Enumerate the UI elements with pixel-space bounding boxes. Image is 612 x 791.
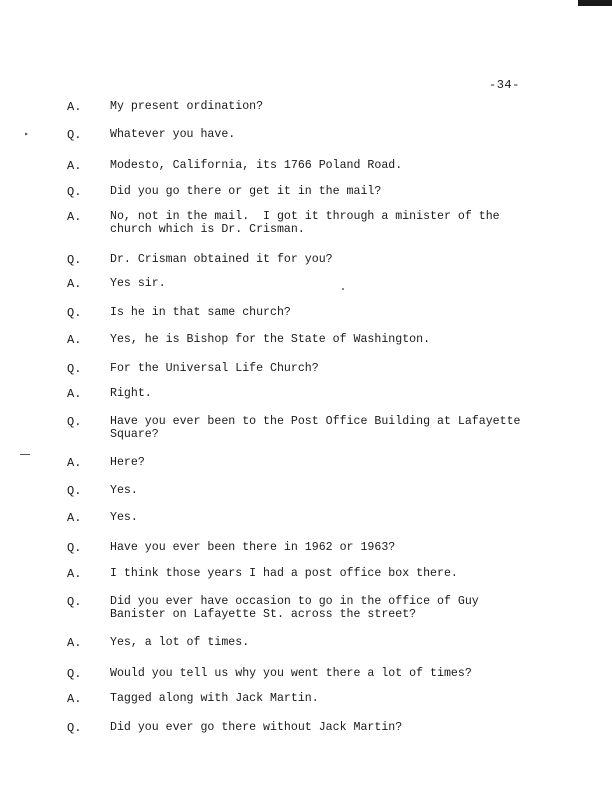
qa-speaker: A.: [67, 511, 82, 525]
qa-text: My present ordination?: [110, 100, 264, 113]
qa-speaker: Q.: [67, 253, 82, 267]
qa-text: Modesto, California, its 1766 Poland Road.: [110, 159, 403, 172]
qa-speaker: A.: [67, 636, 82, 650]
qa-text: Dr. Crisman obtained it for you?: [110, 253, 333, 266]
qa-text: Did you ever have occasion to go in the office of Guy Banister on Lafayette St. across the street?: [110, 595, 479, 621]
qa-text: Would you tell us why you went there a lot of times?: [110, 667, 472, 680]
qa-speaker: A.: [67, 210, 82, 224]
qa-speaker: A.: [67, 387, 82, 401]
qa-speaker: Q.: [67, 415, 82, 429]
qa-speaker: A.: [67, 100, 82, 114]
qa-speaker: A.: [67, 333, 82, 347]
qa-speaker: A.: [67, 692, 82, 706]
qa-speaker: Q.: [67, 185, 82, 199]
qa-speaker: Q.: [67, 667, 82, 681]
qa-text: No, not in the mail. I got it through a minister of the church which is Dr. Crisman.: [110, 210, 500, 236]
qa-text: Yes.: [110, 484, 138, 497]
qa-speaker: A.: [67, 567, 82, 581]
page-number: -34-: [489, 78, 520, 92]
scan-tick-mark: ‣: [24, 131, 29, 140]
qa-text: Whatever you have.: [110, 128, 236, 141]
qa-text: Here?: [110, 456, 145, 469]
qa-speaker: A.: [67, 277, 82, 291]
qa-speaker: Q.: [67, 541, 82, 555]
qa-speaker: Q.: [67, 595, 82, 609]
qa-text: Did you ever go there without Jack Martin?: [110, 721, 403, 734]
qa-speaker: Q.: [67, 484, 82, 498]
qa-speaker: Q.: [67, 362, 82, 376]
qa-text: For the Universal Life Church?: [110, 362, 319, 375]
qa-text: Did you go there or get it in the mail?: [110, 185, 382, 198]
qa-text: Have you ever been there in 1962 or 1963?: [110, 541, 396, 554]
qa-speaker: Q.: [67, 306, 82, 320]
qa-text: Yes sir.: [110, 277, 166, 290]
qa-text: Have you ever been to the Post Office Building at Lafayette Square?: [110, 415, 521, 441]
qa-text: Is he in that same church?: [110, 306, 291, 319]
qa-speaker: Q.: [67, 128, 82, 142]
scan-dash-mark: [20, 454, 30, 455]
qa-text: Tagged along with Jack Martin.: [110, 692, 319, 705]
qa-speaker: A.: [67, 456, 82, 470]
qa-text: I think those years I had a post office box there.: [110, 567, 458, 580]
qa-speaker: Q.: [67, 721, 82, 735]
qa-text: Yes, he is Bishop for the State of Washington.: [110, 333, 431, 346]
scan-dot-mark: [342, 288, 344, 290]
qa-text: Yes, a lot of times.: [110, 636, 250, 649]
scan-edge-mark: [578, 0, 612, 6]
qa-text: Yes.: [110, 511, 138, 524]
qa-text: Right.: [110, 387, 152, 400]
qa-speaker: A.: [67, 159, 82, 173]
